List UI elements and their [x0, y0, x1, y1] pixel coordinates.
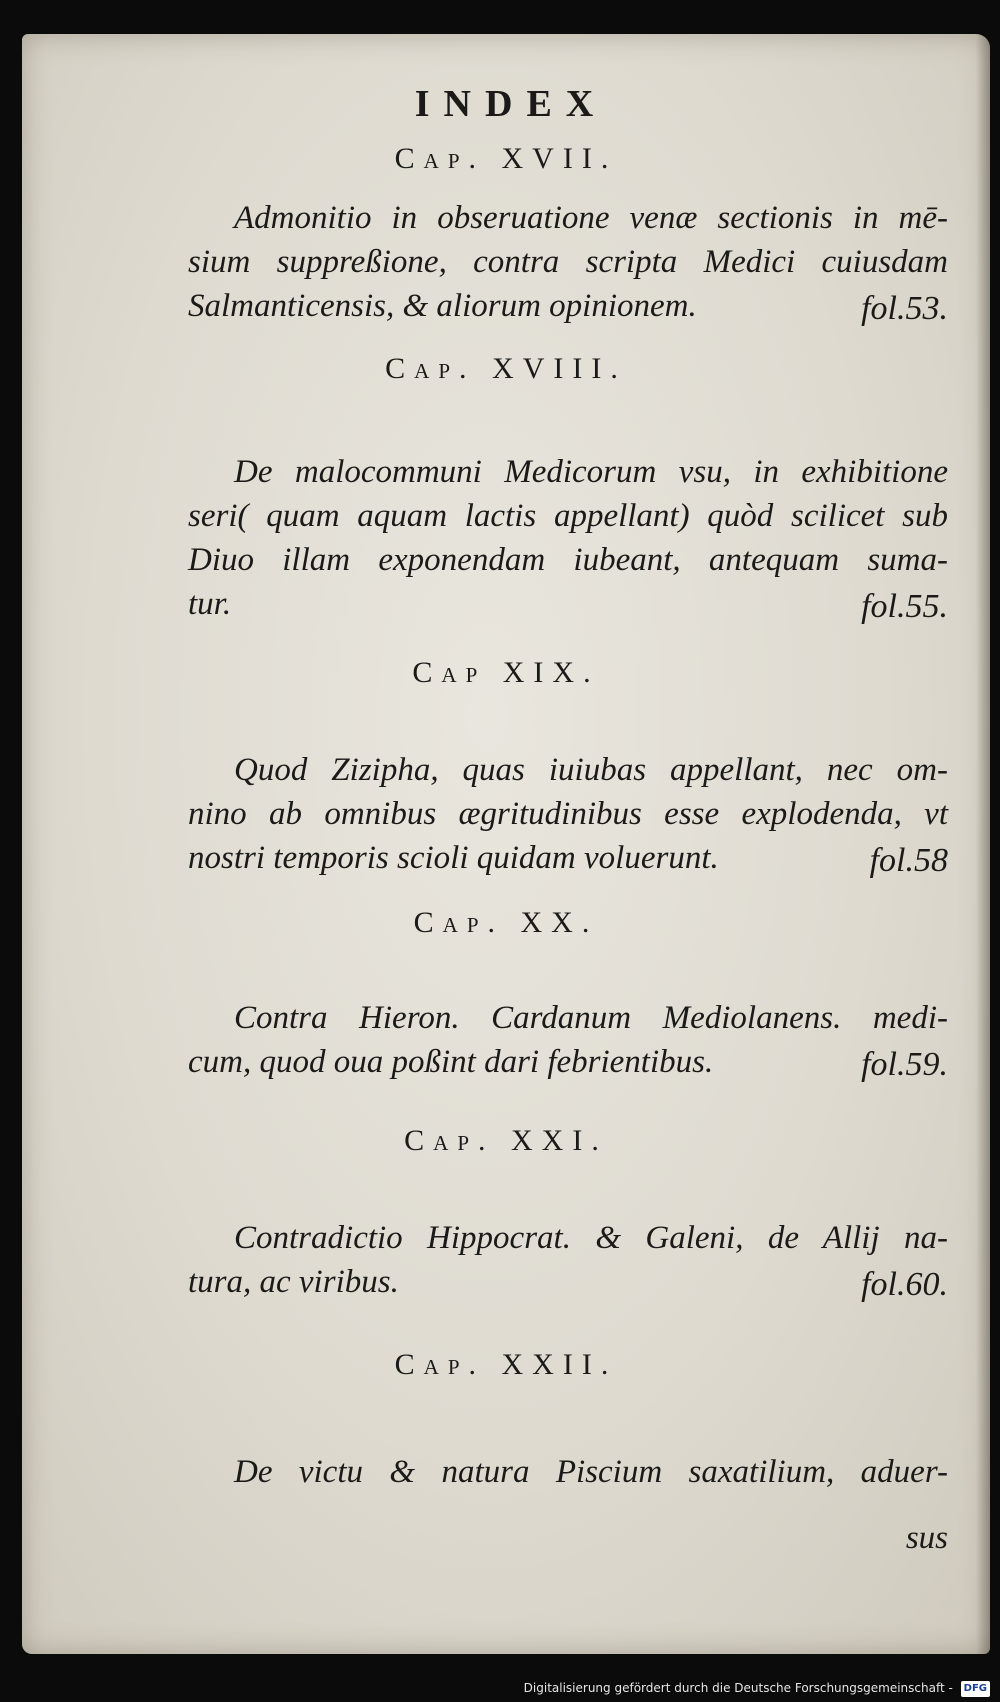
entry-line: Diuo illam exponendam iubeant, antequam suma- [188, 542, 948, 578]
catchword: sus [905, 1520, 948, 1556]
entry-line: tura, ac viribus. [188, 1264, 399, 1300]
entry-21 [188, 1216, 948, 1304]
entry-line: Salmanticensis, & aliorum opinionem. [188, 288, 697, 324]
entry-line: nino ab omnibus ægritudinibus esse explodenda, vt [188, 796, 948, 832]
folio-reference: fol.55. [861, 588, 948, 625]
folio-reference: fol.59. [861, 1046, 948, 1083]
entry-line: De victu & natura Piscium saxatilium, aduer- [234, 1454, 948, 1490]
entry-line: tur. [188, 586, 232, 622]
chapter-heading-19: Cap XIX. [412, 656, 600, 689]
entry-20 [188, 996, 948, 1084]
entry-18 [188, 450, 948, 626]
entry-22 [188, 1450, 948, 1494]
folio-reference: fol.53. [861, 290, 948, 327]
entry-line: Quod Zizipha, quas iuiubas appellant, nec om- [234, 752, 948, 788]
digitization-credit-text: Digitalisierung gefördert durch die Deutsche Forschungsgemeinschaft - [523, 1681, 953, 1695]
entry-line: nostri temporis scioli quidam voluerunt. [188, 840, 719, 876]
running-head: INDEX [414, 83, 608, 125]
page-edge-shadow [976, 34, 990, 1654]
entry-19 [188, 748, 948, 880]
chapter-heading-20: Cap. XX. [413, 906, 599, 939]
entry-line: sium suppreßione, contra scripta Medici cuiusdam [188, 244, 948, 280]
folio-reference: fol.60. [861, 1266, 948, 1303]
entry-line: cum, quod oua poßint dari febrientibus. [188, 1044, 714, 1080]
entry-line: Contradictio Hippocrat. & Galeni, de Allij na- [234, 1220, 948, 1256]
folio-reference: fol.58 [869, 842, 948, 879]
entry-line: seri( quam aquam lactis appellant) quòd scilicet sub [188, 498, 948, 534]
book-page [22, 34, 990, 1654]
chapter-heading-17: Cap. XVII. [394, 142, 618, 175]
chapter-heading-21: Cap. XXI. [404, 1124, 608, 1157]
entry-17 [188, 196, 948, 328]
chapter-heading-22: Cap. XXII. [394, 1348, 618, 1381]
entry-line: De malocommuni Medicorum vsu, in exhibitione [234, 454, 948, 490]
entry-line: Contra Hieron. Cardanum Mediolanens. medi- [234, 1000, 948, 1036]
dfg-logo-icon: DFG [961, 1681, 990, 1697]
chapter-heading-18: Cap. XVIII. [385, 352, 627, 385]
digitization-credit-bar [0, 1674, 1000, 1702]
entry-line: Admonitio in obseruatione venæ sectionis in mē- [234, 200, 948, 236]
